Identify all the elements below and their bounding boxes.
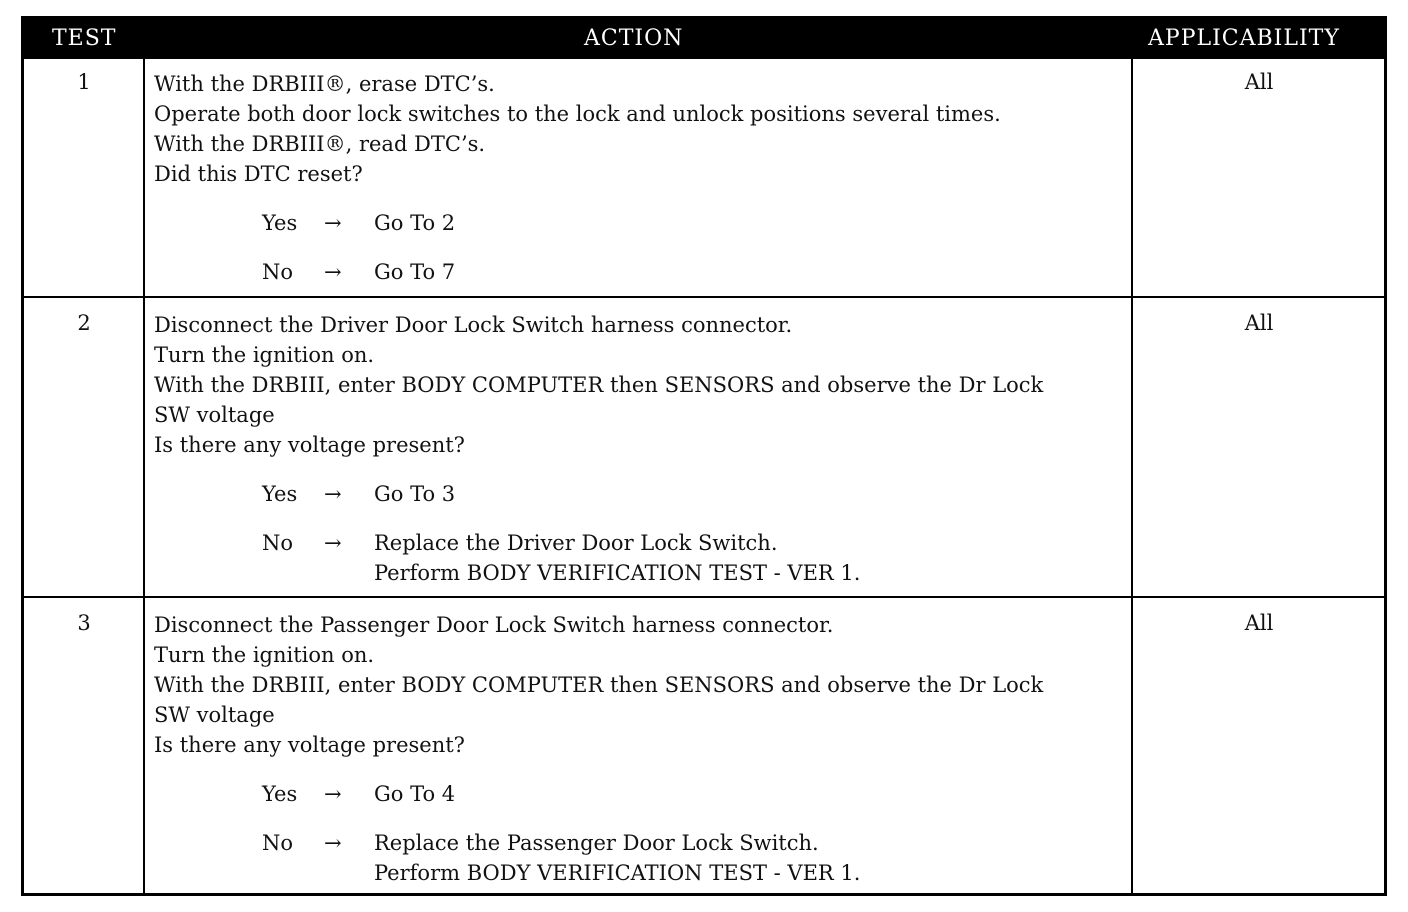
yes-branch (154, 208, 1134, 238)
action-line: With the DRBIII, enter BODY COMPUTER then SENSORS and observe the Dr Lock (154, 673, 1044, 697)
no-result: Replace the Passenger Door Lock Switch. (374, 831, 819, 855)
action-line: Turn the ignition on. (154, 343, 375, 367)
action-line: Did this DTC reset? (154, 162, 363, 186)
test-number-3: 3 (77, 611, 91, 635)
no-result: Replace the Driver Door Lock Switch. (374, 531, 778, 555)
yes-label: Yes (262, 211, 298, 235)
arrow-icon: → (324, 211, 342, 235)
no-label: No (262, 531, 294, 555)
yes-branch (154, 479, 1134, 509)
action-line: Is there any voltage present? (154, 433, 465, 457)
action-line: SW voltage (154, 403, 275, 427)
header-action: ACTION (584, 26, 684, 51)
no-branch (154, 257, 1134, 287)
action-line: Disconnect the Driver Door Lock Switch harness connector. (154, 313, 793, 337)
action-line: Is there any voltage present? (154, 733, 465, 757)
arrow-icon: → (324, 482, 342, 506)
applicability-2: All (1244, 311, 1274, 335)
yes-result: Go To 4 (374, 782, 456, 806)
no-label: No (262, 831, 294, 855)
action-2 (154, 310, 1134, 588)
action-line: SW voltage (154, 703, 275, 727)
yes-result: Go To 3 (374, 482, 456, 506)
applicability-1: All (1244, 70, 1274, 94)
no-branch (154, 828, 1134, 858)
action-line: Disconnect the Passenger Door Lock Switch harness connector. (154, 613, 834, 637)
yes-label: Yes (262, 482, 298, 506)
no-result-line-2: Perform BODY VERIFICATION TEST - VER 1. (374, 861, 861, 885)
no-label: No (262, 260, 294, 284)
row-divider-2 (24, 596, 1384, 598)
yes-result: Go To 2 (374, 211, 456, 235)
arrow-icon: → (324, 782, 342, 806)
no-branch-continued (154, 558, 1134, 588)
yes-label: Yes (262, 782, 298, 806)
no-branch (154, 528, 1134, 558)
table-header (24, 19, 1384, 59)
diagnostic-table (21, 16, 1387, 896)
arrow-icon: → (324, 260, 342, 284)
test-number-1: 1 (77, 70, 91, 94)
test-number-2: 2 (77, 311, 91, 335)
no-branch-continued (154, 858, 1134, 888)
action-3 (154, 610, 1134, 888)
action-line: With the DRBIII®, read DTC’s. (154, 132, 486, 156)
applicability-3: All (1244, 611, 1274, 635)
action-line: Operate both door lock switches to the lock and unlock positions several times. (154, 102, 1001, 126)
yes-branch (154, 779, 1134, 809)
column-divider-test (143, 19, 145, 893)
arrow-icon: → (324, 831, 342, 855)
action-line: Turn the ignition on. (154, 643, 375, 667)
no-result: Go To 7 (374, 260, 456, 284)
row-divider-1 (24, 296, 1384, 298)
no-result-line-2: Perform BODY VERIFICATION TEST - VER 1. (374, 561, 861, 585)
action-line: With the DRBIII®, erase DTC’s. (154, 72, 495, 96)
header-test: TEST (52, 26, 117, 51)
action-1 (154, 69, 1134, 287)
action-line: With the DRBIII, enter BODY COMPUTER then SENSORS and observe the Dr Lock (154, 373, 1044, 397)
arrow-icon: → (324, 531, 342, 555)
header-applicability: APPLICABILITY (1148, 26, 1340, 51)
